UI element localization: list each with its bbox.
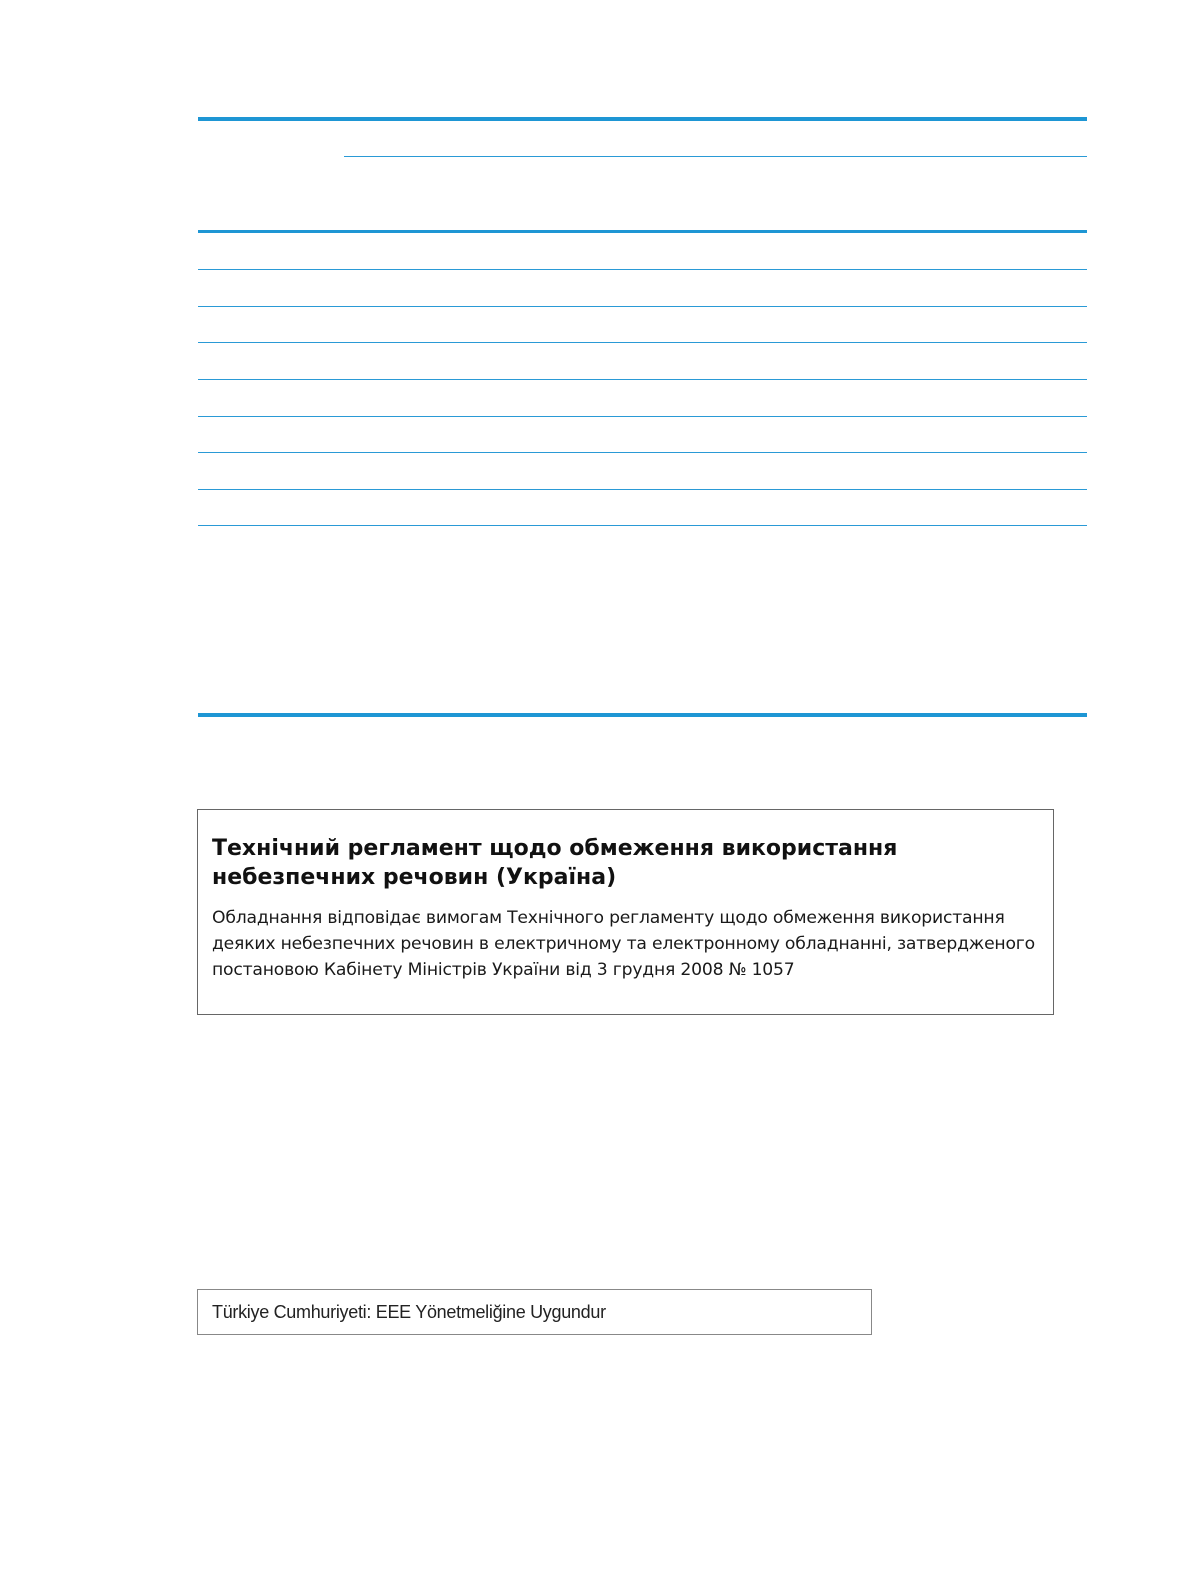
table-row-rule bbox=[198, 379, 1087, 380]
ukraine-rohs-notice bbox=[197, 809, 1054, 1015]
turkey-eee-notice bbox=[197, 1289, 872, 1335]
table-row-rule bbox=[198, 489, 1087, 490]
ukraine-notice-title: Технічний регламент щодо обмеження використання небезпечних речовин (Україна) bbox=[212, 836, 898, 890]
ukraine-notice-body: Обладнання відповідає вимогам Технічного регламенту щодо обмеження використання деяких небезпечних речовин в електричному та електронному обладнанні, затвердженого постановою Кабінету Міністрів України від 3 грудня 2008 № 1057 bbox=[212, 908, 1035, 980]
substance-table bbox=[198, 117, 1087, 527]
table-header-subrule bbox=[344, 156, 1087, 157]
table-row-rule bbox=[198, 452, 1087, 453]
section-divider bbox=[198, 713, 1087, 717]
table-row-rule bbox=[198, 306, 1087, 307]
table-row-rule bbox=[198, 269, 1087, 270]
turkey-notice-text: Türkiye Cumhuriyeti: EEE Yönetmeliğine Uygundur bbox=[212, 1302, 606, 1322]
table-row-rule bbox=[198, 416, 1087, 417]
table-top-rule bbox=[198, 117, 1087, 121]
table-header-rule bbox=[198, 230, 1087, 233]
table-row-rule bbox=[198, 342, 1087, 343]
table-bottom-rule bbox=[198, 525, 1087, 526]
